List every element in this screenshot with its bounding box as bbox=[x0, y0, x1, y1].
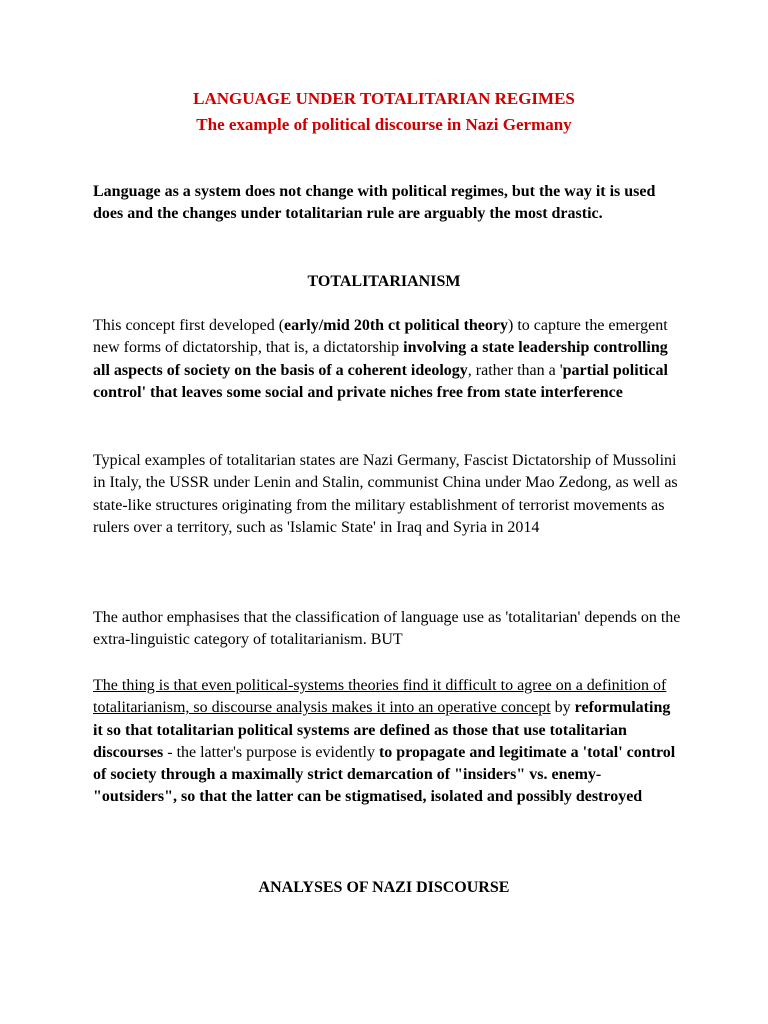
definition-paragraph bbox=[93, 315, 683, 404]
definition-text-1: This concept first developed ( bbox=[93, 317, 285, 334]
examples-paragraph: Typical examples of totalitarian states are Nazi Germany, Fascist Dictatorship of Mussolini in Italy, the USSR under Lenin and Stalin, communist China under Mao Zedong, as well as state-like structures originating from the military establishment of terrorist movements as rulers over a territory, such as 'Islamic State' in Iraq and Syria in 2014 bbox=[93, 452, 678, 536]
discourse-text-4: - the latter's purpose is evidently bbox=[163, 743, 379, 761]
definition-text-4: involving a state leadership controlling all aspects of society on the basis of a coherent ideology bbox=[93, 339, 668, 379]
definition-text-2: early/mid 20th ct political theory bbox=[284, 317, 509, 334]
discourse-text-1: The thing is that even political-systems theories find it difficult to agree on a definition of totalitarianism, so discourse analysis makes it into an operative concept bbox=[93, 677, 667, 717]
section-heading-totalitarianism: TOTALITARIANISM bbox=[307, 273, 461, 290]
definition-text-6: partial political control' that leaves some social and private niches free from state interference bbox=[93, 361, 668, 401]
section-heading-nazi-discourse: ANALYSES OF NAZI DISCOURSE bbox=[258, 879, 510, 896]
discourse-text-5: to propagate and legitimate a 'total' control of society through a maximally strict demarcation of "insiders" vs. enemy-"outsiders", so that the latter can be stigmatised, isolated and possibly destroyed bbox=[93, 743, 676, 806]
author-paragraph: The author emphasises that the classification of language use as 'totalitarian' depends on the extra-linguistic category of totalitarianism. BUT bbox=[93, 609, 681, 649]
document-subtitle: The example of political discourse in Nazi Germany bbox=[196, 115, 572, 134]
intro-paragraph: Language as a system does not change with political regimes, but the way it is used does and the changes under totalitarian rule are arguably the most drastic. bbox=[93, 183, 656, 223]
discourse-text-2: by bbox=[550, 699, 575, 717]
discourse-paragraph bbox=[93, 675, 683, 809]
definition-text-5: , rather than a ' bbox=[467, 361, 563, 379]
discourse-text-3: reformulating it so that totalitarian political systems are defined as those that use totalitarian discourses bbox=[93, 699, 671, 761]
document-title: LANGUAGE UNDER TOTALITARIAN REGIMES bbox=[193, 89, 575, 108]
definition-text-3: ) to capture the emergent new forms of dictatorship, that is, a dictatorship bbox=[93, 317, 668, 357]
